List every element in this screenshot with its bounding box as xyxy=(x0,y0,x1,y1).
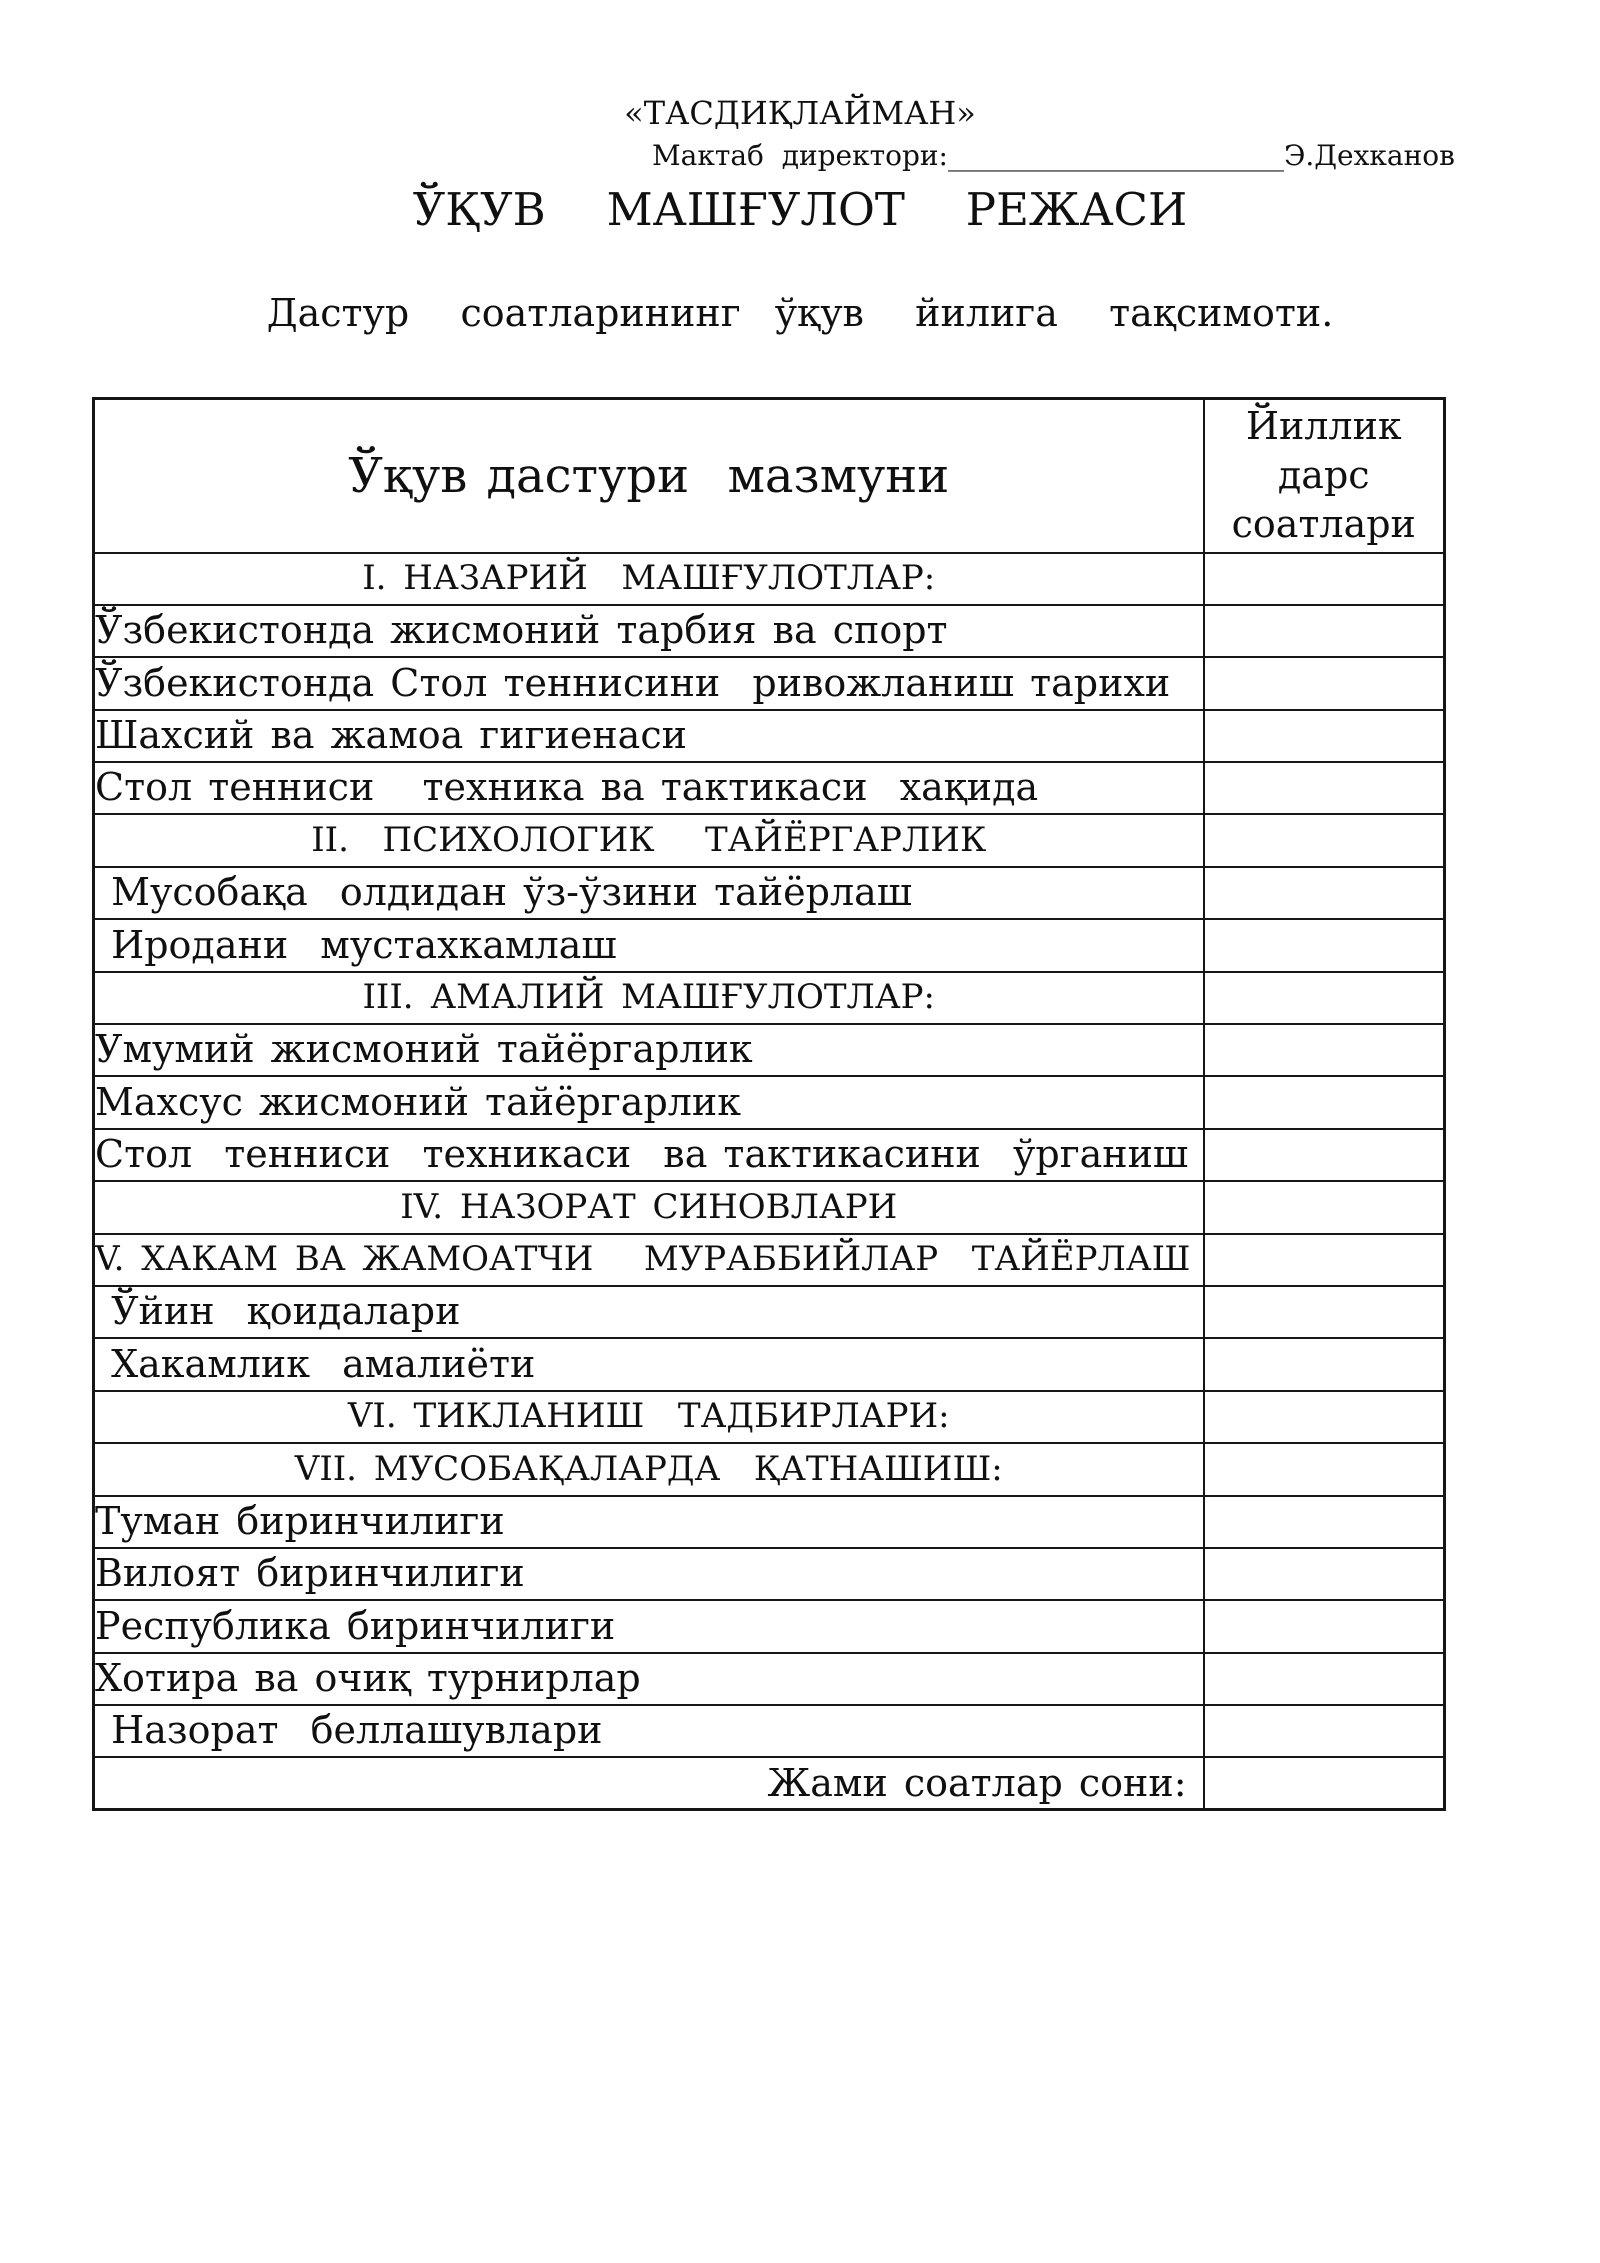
table-row xyxy=(94,1705,1445,1757)
row-hours-cell xyxy=(1204,605,1445,657)
table-row xyxy=(94,1234,1445,1286)
row-hours-cell xyxy=(1204,867,1445,919)
table-row xyxy=(94,553,1445,605)
table-row xyxy=(94,1076,1445,1128)
table-header-row xyxy=(94,399,1445,553)
row-label: III. АМАЛИЙ МАШҒУЛОТЛАР: xyxy=(94,972,1204,1024)
row-label: I. НАЗАРИЙ МАШҒУЛОТЛАР: xyxy=(94,553,1204,605)
row-hours-cell xyxy=(1204,1496,1445,1548)
row-label: Назорат беллашувлари xyxy=(94,1705,1204,1757)
row-hours-cell xyxy=(1204,553,1445,605)
row-hours-cell xyxy=(1204,1129,1445,1181)
table-row xyxy=(94,1391,1445,1443)
row-hours-cell xyxy=(1204,1338,1445,1390)
row-hours-cell xyxy=(1204,710,1445,762)
row-label: Ўйин қоидалари xyxy=(94,1286,1204,1338)
row-hours-cell xyxy=(1204,1286,1445,1338)
table-row xyxy=(94,1338,1445,1390)
row-hours-cell xyxy=(1204,814,1445,866)
row-label: VII. МУСОБАҚАЛАРДА ҚАТНАШИШ: xyxy=(94,1443,1204,1495)
table-row xyxy=(94,657,1445,709)
row-hours-cell xyxy=(1204,1757,1445,1809)
row-label: Ўзбекистонда жисмоний тарбия ва спорт xyxy=(94,605,1204,657)
row-label: Иродани мустахкамлаш xyxy=(94,919,1204,971)
row-label: Вилоят биринчилиги xyxy=(94,1548,1204,1600)
row-hours-cell xyxy=(1204,1181,1445,1233)
row-label: II. ПСИХОЛОГИК ТАЙЁРГАРЛИК xyxy=(94,814,1204,866)
row-hours-cell xyxy=(1204,1234,1445,1286)
row-label: Хотира ва очиқ турнирлар xyxy=(94,1653,1204,1705)
table-row xyxy=(94,1653,1445,1705)
table-row xyxy=(94,919,1445,971)
row-label: Стол тенниси техника ва тактикаси хақида xyxy=(94,762,1204,814)
row-hours-cell xyxy=(1204,1548,1445,1600)
row-label: Стол тенниси техникаси ва тактикасини ўрганиш xyxy=(94,1129,1204,1181)
row-label: Умумий жисмоний тайёргарлик xyxy=(94,1024,1204,1076)
director-signature-line: Мактаб директори:________________________Э.Дехканов xyxy=(652,139,1455,172)
content-column-header: Ўқув дастури мазмуни xyxy=(94,399,1204,553)
table-row xyxy=(94,972,1445,1024)
row-label: IV. НАЗОРАТ СИНОВЛАРИ xyxy=(94,1181,1204,1233)
table-row xyxy=(94,605,1445,657)
row-hours-cell xyxy=(1204,1024,1445,1076)
row-label: Республика биринчилиги xyxy=(94,1600,1204,1652)
document-title: ЎҚУВ МАШҒУЛОТ РЕЖАСИ xyxy=(412,183,1188,236)
table-row xyxy=(94,1286,1445,1338)
row-label: Хакамлик амалиёти xyxy=(94,1338,1204,1390)
table-row xyxy=(94,1129,1445,1181)
lesson-plan-table xyxy=(92,397,1446,1811)
row-label: V. ХАКАМ ВА ЖАМОАТЧИ МУРАББИЙЛАР ТАЙЁРЛАШ xyxy=(94,1234,1204,1286)
row-label: Туман биринчилиги xyxy=(94,1496,1204,1548)
row-hours-cell xyxy=(1204,1391,1445,1443)
row-label: Жами соатлар сони: xyxy=(94,1757,1204,1809)
row-hours-cell xyxy=(1204,1600,1445,1652)
row-label: Шахсий ва жамоа гигиенаси xyxy=(94,710,1204,762)
table-row xyxy=(94,1600,1445,1652)
table-row xyxy=(94,762,1445,814)
table-row xyxy=(94,710,1445,762)
row-hours-cell xyxy=(1204,919,1445,971)
row-label: VI. ТИКЛАНИШ ТАДБИРЛАРИ: xyxy=(94,1391,1204,1443)
table-row xyxy=(94,1548,1445,1600)
row-hours-cell xyxy=(1204,657,1445,709)
table-row xyxy=(94,1181,1445,1233)
row-label: Ўзбекистонда Стол теннисини ривожланиш тарихи xyxy=(94,657,1204,709)
row-hours-cell xyxy=(1204,762,1445,814)
approval-stamp-text: «ТАСДИҚЛАЙМАН» xyxy=(624,94,976,132)
row-label: Махсус жисмоний тайёргарлик xyxy=(94,1076,1204,1128)
hours-column-header: Йиллик дарс соатлари xyxy=(1204,399,1445,553)
table-row xyxy=(94,1443,1445,1495)
row-hours-cell xyxy=(1204,972,1445,1024)
row-hours-cell xyxy=(1204,1076,1445,1128)
row-hours-cell xyxy=(1204,1705,1445,1757)
table-row xyxy=(94,1496,1445,1548)
row-label: Мусобақа олдидан ўз-ўзини тайёрлаш xyxy=(94,867,1204,919)
table-row xyxy=(94,1024,1445,1076)
document-subtitle: Дастур соатларининг ўқув йилига тақсимоти. xyxy=(266,291,1334,335)
row-hours-cell xyxy=(1204,1653,1445,1705)
table-row xyxy=(94,1757,1445,1809)
table-row xyxy=(94,814,1445,866)
table-row xyxy=(94,867,1445,919)
row-hours-cell xyxy=(1204,1443,1445,1495)
